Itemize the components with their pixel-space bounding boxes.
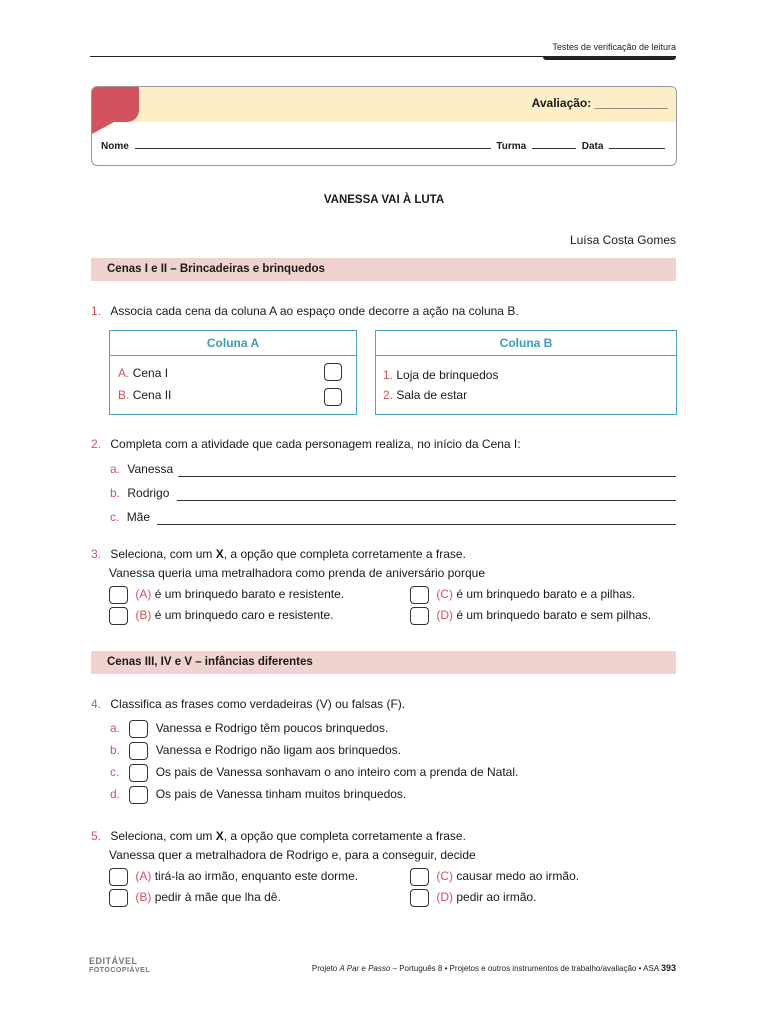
answer-box-b[interactable] [324, 388, 342, 406]
option-text: é um brinquedo barato e sem pilhas. [456, 608, 652, 623]
option-c [410, 586, 635, 604]
option-c [410, 868, 579, 886]
checkbox[interactable] [410, 868, 429, 886]
option-a [109, 586, 344, 604]
question-text: Associa cada cena da coluna A ao espaço onde decorre a ação na coluna B. [110, 304, 519, 318]
column-a-title: Coluna A [110, 331, 356, 356]
answer-line-vanessa[interactable] [178, 475, 676, 477]
option-text: tirá-la ao irmão, enquanto este dorme. [154, 869, 359, 884]
option-key: (B) [135, 608, 152, 623]
q2-item-a [110, 462, 173, 476]
logo-line-1: EDITÁVEL [89, 956, 138, 966]
item-text: Vanessa e Rodrigo têm poucos brinquedos. [155, 721, 389, 736]
question-text: Completa com a atividade que cada personagem realiza, no início da Cena I: [110, 437, 521, 451]
footer-text-post: – Português 8 • Projetos e outros instrumentos de trabalho/avaliação • ASA [390, 964, 661, 973]
column-b-item [383, 368, 498, 382]
item-key: b. [110, 486, 121, 500]
option-text: é um brinquedo barato e a pilhas. [456, 587, 636, 602]
nome-label: Nome [101, 141, 129, 152]
data-label: Data [581, 141, 604, 152]
editavel-logo [89, 956, 150, 976]
option-b [109, 607, 333, 625]
question-5-stem: Vanessa quer a metralhadora de Rodrigo e, para a conseguir, decide [109, 848, 476, 862]
footer-text-italic: A Par e Passo [339, 964, 391, 973]
item-text: Os pais de Vanessa tinham muitos brinquedos. [155, 787, 407, 802]
author: Luísa Costa Gomes [569, 233, 676, 247]
checkbox[interactable] [410, 889, 429, 907]
footer-text-pre: Projeto [311, 964, 340, 973]
option-a [109, 868, 358, 886]
option-key: (C) [436, 869, 454, 884]
option-key: (B) [135, 890, 152, 905]
turma-field[interactable] [532, 139, 576, 149]
checkbox[interactable] [109, 607, 128, 625]
option-text: pedir à mãe que lha dê. [154, 890, 281, 905]
question-2 [91, 437, 521, 451]
column-b [375, 330, 677, 415]
item-text: Rodrigo [127, 486, 170, 500]
page-title: VANESSA VAI À LUTA [323, 194, 445, 206]
item-text: Os pais de Vanessa sonhavam o ano inteiro com a prenda de Natal. [155, 765, 519, 780]
q4-item-c [110, 764, 518, 782]
item-key: 1. [383, 368, 394, 382]
option-key: (A) [135, 587, 152, 602]
item-text: Vanessa e Rodrigo não ligam aos brinquedos. [155, 743, 401, 758]
nome-field[interactable] [135, 139, 491, 149]
option-d [410, 889, 536, 907]
item-text: Loja de brinquedos [396, 368, 499, 382]
item-text: Cena II [132, 388, 172, 402]
q2-item-b [110, 486, 169, 500]
q2-item-c [110, 510, 150, 524]
option-key: (D) [436, 890, 454, 905]
evaluation-box [91, 86, 677, 166]
question-3 [91, 547, 466, 561]
student-info-line [101, 139, 668, 152]
column-a-item [118, 388, 171, 402]
item-key: c. [110, 765, 120, 780]
q4-item-d [110, 786, 406, 804]
turma-label: Turma [496, 141, 527, 152]
option-b [109, 889, 281, 907]
checkbox[interactable] [109, 889, 128, 907]
option-key: (C) [436, 587, 454, 602]
avaliacao-field[interactable]: Avaliação: ___________ [531, 96, 668, 110]
checkbox[interactable] [109, 586, 128, 604]
column-a [109, 330, 357, 415]
question-text: , a opção que completa corretamente a frase. [223, 829, 466, 843]
item-text: Vanessa [127, 462, 174, 476]
header-rule-accent [543, 56, 676, 60]
section-header-2: Cenas III, IV e V – infâncias diferentes [91, 651, 676, 674]
q4-item-b [110, 742, 401, 760]
item-key: a. [110, 721, 121, 736]
column-a-item [118, 366, 168, 380]
question-number: 2. [91, 437, 102, 451]
question-number: 4. [91, 697, 102, 711]
question-text: Seleciona, com um [110, 829, 216, 843]
checkbox[interactable] [410, 586, 429, 604]
item-key: b. [110, 743, 121, 758]
question-text-x: X [215, 829, 224, 843]
column-b-title: Coluna B [376, 331, 676, 356]
option-text: causar medo ao irmão. [456, 869, 580, 884]
question-text: , a opção que completa corretamente a frase. [223, 547, 466, 561]
logo-line-2: FOTOCOPIÁVEL [89, 967, 151, 974]
vf-box[interactable] [129, 742, 148, 760]
section-header-1: Cenas I e II – Brincadeiras e brinquedos [91, 258, 676, 281]
question-1 [91, 304, 519, 318]
item-key: 2. [383, 388, 394, 402]
question-number: 5. [91, 829, 102, 843]
item-key: d. [110, 787, 121, 802]
page-number: 393 [660, 963, 676, 973]
data-field[interactable] [609, 139, 665, 149]
option-text: pedir ao irmão. [456, 890, 537, 905]
vf-box[interactable] [129, 764, 148, 782]
question-4 [91, 697, 405, 711]
question-text: Classifica as frases como verdadeiras (V) ou falsas (F). [110, 697, 406, 711]
evaluation-tab-tail [92, 122, 114, 134]
question-number: 3. [91, 547, 102, 561]
question-5 [91, 829, 466, 843]
answer-box-a[interactable] [324, 363, 342, 381]
vf-box[interactable] [129, 720, 148, 738]
option-key: (A) [135, 869, 152, 884]
answer-line-rodrigo[interactable] [177, 499, 676, 501]
column-b-item [383, 388, 467, 402]
question-text: Seleciona, com um [110, 547, 216, 561]
checkbox[interactable] [109, 868, 128, 886]
option-key: (D) [436, 608, 454, 623]
checkbox[interactable] [410, 607, 429, 625]
item-key: B. [118, 388, 130, 402]
question-3-stem: Vanessa queria uma metralhadora como prenda de aniversário porque [109, 566, 486, 580]
item-text: Cena I [132, 366, 169, 380]
option-d [410, 607, 651, 625]
evaluation-tab [92, 87, 139, 122]
question-text-x: X [215, 547, 224, 561]
question-number: 1. [91, 304, 102, 318]
vf-box[interactable] [129, 786, 148, 804]
item-key: A. [118, 366, 130, 380]
option-text: é um brinquedo caro e resistente. [154, 608, 334, 623]
item-key: c. [110, 510, 120, 524]
footer-text [312, 963, 676, 973]
header-label: Testes de verificação de leitura [552, 42, 676, 52]
item-text: Sala de estar [396, 388, 468, 402]
q4-item-a [110, 720, 388, 738]
item-key: a. [110, 462, 121, 476]
answer-line-mae[interactable] [157, 523, 676, 525]
item-text: Mãe [126, 510, 151, 524]
option-text: é um brinquedo barato e resistente. [154, 587, 345, 602]
